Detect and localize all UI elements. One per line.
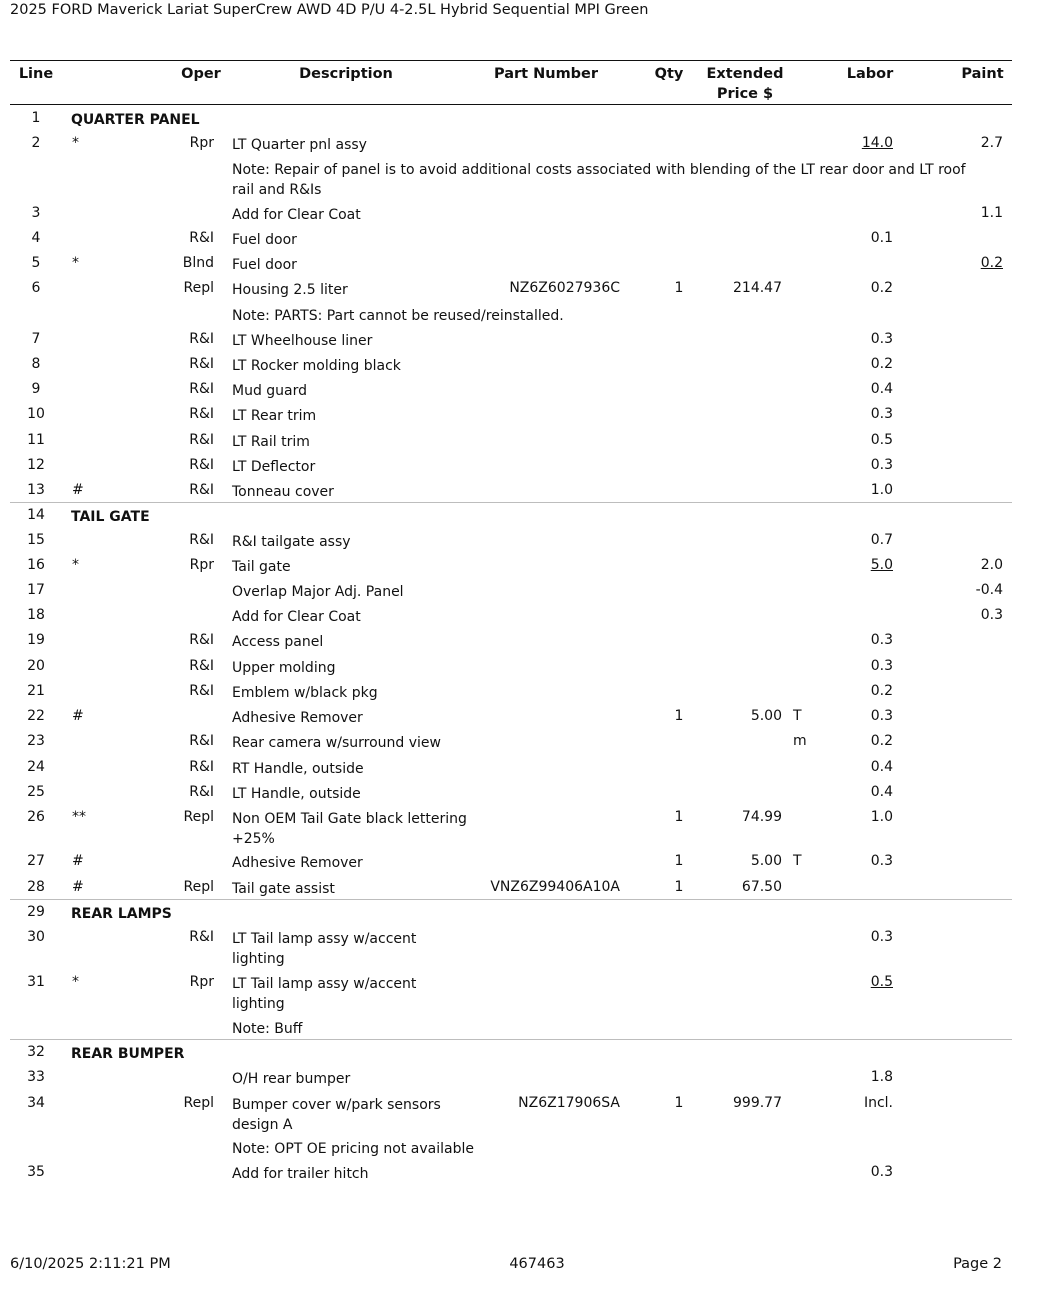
line-oper: Blnd — [182, 255, 214, 271]
line-description: LT Tail lamp assy w/accent lighting — [232, 931, 417, 967]
line-labor: 1.0 — [870, 809, 893, 825]
line-price: 214.47 — [733, 280, 782, 296]
line-qty: 1 — [674, 879, 684, 895]
line-oper: R&I — [189, 432, 214, 448]
line-flag: # — [72, 708, 84, 724]
line-labor: 0.2 — [870, 733, 893, 749]
line-labor: 0.3 — [870, 406, 893, 422]
section-title: QUARTER PANEL — [71, 112, 200, 128]
line-oper: R&I — [189, 733, 214, 749]
line-number: 25 — [27, 784, 45, 800]
line-labor: 0.3 — [870, 331, 893, 347]
line-flag: * — [72, 974, 79, 990]
line-number: 14 — [27, 507, 45, 523]
line-number: 30 — [27, 929, 45, 945]
line-labor: 0.3 — [870, 1164, 893, 1180]
line-labor: 0.3 — [870, 929, 893, 945]
line-labor: 0.3 — [870, 658, 893, 674]
line-description: Rear camera w/surround view — [232, 735, 441, 751]
section-divider — [10, 899, 1012, 900]
line-description: Adhesive Remover — [232, 710, 363, 726]
line-description: Tail gate assist — [232, 881, 335, 897]
header-extended-price — [700, 64, 790, 104]
line-number: 26 — [27, 809, 45, 825]
line-description: Housing 2.5 liter — [232, 282, 348, 298]
line-description: Mud guard — [232, 383, 308, 399]
vehicle-title: 2025 FORD Maverick Lariat SuperCrew AWD 4D P/U 4-2.5L Hybrid Sequential MPI Green — [10, 2, 649, 18]
footer-page-number: Page 2 — [953, 1256, 1002, 1272]
line-number: 15 — [27, 532, 45, 548]
line-oper: R&I — [189, 784, 214, 800]
line-number: 19 — [27, 632, 45, 648]
line-qty: 1 — [674, 809, 684, 825]
line-number: 6 — [31, 280, 41, 296]
line-number: 24 — [27, 759, 45, 775]
line-oper: R&I — [189, 406, 214, 422]
line-number: 27 — [27, 853, 45, 869]
header-part-number: Part Number — [493, 66, 599, 82]
line-number: 10 — [27, 406, 45, 422]
line-part-number: NZ6Z6027936C — [509, 280, 620, 296]
line-oper: R&I — [189, 532, 214, 548]
line-flag: # — [72, 482, 84, 498]
line-description: LT Wheelhouse liner — [232, 333, 373, 349]
line-description: LT Rocker molding black — [232, 358, 401, 374]
line-labor: 0.4 — [870, 759, 893, 775]
line-number: 2 — [31, 135, 41, 151]
line-labor — [830, 557, 893, 573]
section-title: REAR BUMPER — [71, 1046, 185, 1062]
line-price: 67.50 — [741, 879, 782, 895]
header-qty: Qty — [654, 66, 684, 82]
line-description: Adhesive Remover — [232, 855, 363, 871]
line-oper: Repl — [183, 1095, 214, 1111]
line-description: LT Rear trim — [232, 408, 317, 424]
line-tax-code: T — [793, 708, 802, 724]
line-number: 22 — [27, 708, 45, 724]
line-qty: 1 — [674, 708, 684, 724]
labor-value: 0.5 — [870, 974, 893, 990]
line-flag: * — [72, 557, 79, 573]
line-paint: 1.1 — [980, 205, 1003, 221]
line-number: 17 — [27, 582, 45, 598]
line-labor: 0.2 — [870, 683, 893, 699]
line-description: LT Quarter pnl assy — [232, 137, 367, 153]
line-flag: ** — [72, 809, 86, 825]
header-top-rule — [10, 60, 1012, 61]
footer-estimate-id: 467463 — [509, 1256, 565, 1272]
line-labor: 1.8 — [870, 1069, 893, 1085]
line-number: 32 — [27, 1044, 45, 1060]
line-paint: -0.4 — [975, 582, 1003, 598]
line-note: Note: Repair of panel is to avoid additional costs associated with blending of the LT rear door and LT roof rail and R&Is — [232, 162, 966, 198]
line-oper: R&I — [189, 356, 214, 372]
line-description: Upper molding — [232, 660, 336, 676]
line-qty: 1 — [674, 853, 684, 869]
line-flag: * — [72, 135, 79, 151]
line-description: Emblem w/black pkg — [232, 685, 378, 701]
line-description: Tonneau cover — [232, 484, 334, 500]
line-description: Fuel door — [232, 257, 297, 273]
header-paint: Paint — [961, 66, 1004, 82]
line-part-number: VNZ6Z99406A10A — [490, 879, 620, 895]
line-description: Access panel — [232, 634, 324, 650]
line-number: 34 — [27, 1095, 45, 1111]
labor-value: 14.0 — [861, 135, 893, 151]
line-labor: Incl. — [863, 1095, 893, 1111]
header-line: Line — [18, 66, 54, 82]
line-labor: 0.3 — [870, 457, 893, 473]
line-number: 35 — [27, 1164, 45, 1180]
line-labor: 0.3 — [870, 708, 893, 724]
line-labor: 0.2 — [870, 356, 893, 372]
line-labor — [830, 135, 893, 151]
line-number: 11 — [27, 432, 45, 448]
line-description: Fuel door — [232, 232, 297, 248]
header-extended-price-line2: Price $ — [716, 86, 774, 102]
line-description: LT Tail lamp assy w/accent lighting — [232, 976, 417, 1012]
line-paint: 0.3 — [980, 607, 1003, 623]
line-note: Note: OPT OE pricing not available — [232, 1141, 474, 1157]
line-number: 12 — [27, 457, 45, 473]
footer-datetime: 6/10/2025 2:11:21 PM — [10, 1256, 171, 1272]
header-extended-price-line1: Extended — [706, 66, 784, 82]
line-number: 9 — [31, 381, 41, 397]
line-description: LT Rail trim — [232, 434, 310, 450]
line-description: Add for Clear Coat — [232, 207, 361, 223]
line-description: Bumper cover w/park sensors design A — [232, 1097, 441, 1133]
line-number: 8 — [31, 356, 41, 372]
line-labor: 0.3 — [870, 632, 893, 648]
line-oper: R&I — [189, 230, 214, 246]
line-price: 5.00 — [750, 853, 782, 869]
line-description: O/H rear bumper — [232, 1071, 351, 1087]
line-qty: 1 — [674, 280, 684, 296]
line-labor — [830, 974, 893, 990]
line-flag: # — [72, 879, 84, 895]
line-oper: Rpr — [189, 557, 214, 573]
line-price: 74.99 — [741, 809, 782, 825]
line-number: 4 — [31, 230, 41, 246]
line-description: LT Handle, outside — [232, 786, 361, 802]
line-qty: 1 — [674, 1095, 684, 1111]
line-labor: 0.5 — [870, 432, 893, 448]
line-labor: 1.0 — [870, 482, 893, 498]
section-title: REAR LAMPS — [71, 906, 172, 922]
header-description: Description — [299, 66, 393, 82]
line-number: 23 — [27, 733, 45, 749]
line-price: 999.77 — [733, 1095, 782, 1111]
line-tax-code: m — [793, 733, 807, 749]
line-labor: 0.1 — [870, 230, 893, 246]
header-oper: Oper — [181, 66, 221, 82]
line-number: 20 — [27, 658, 45, 674]
line-oper: R&I — [189, 381, 214, 397]
line-number: 16 — [27, 557, 45, 573]
line-number: 18 — [27, 607, 45, 623]
section-divider — [10, 1039, 1012, 1040]
line-oper: R&I — [189, 482, 214, 498]
line-oper: R&I — [189, 759, 214, 775]
line-labor: 0.7 — [870, 532, 893, 548]
line-description: R&I tailgate assy — [232, 534, 351, 550]
line-note: Note: PARTS: Part cannot be reused/reinstalled. — [232, 308, 564, 324]
line-number: 3 — [31, 205, 41, 221]
line-number: 7 — [31, 331, 41, 347]
line-number: 5 — [31, 255, 41, 271]
line-oper: R&I — [189, 632, 214, 648]
line-note: Note: Buff — [232, 1021, 303, 1037]
line-flag: # — [72, 853, 84, 869]
line-oper: Repl — [183, 809, 214, 825]
line-flag: * — [72, 255, 79, 271]
line-description: LT Deflector — [232, 459, 316, 475]
line-number: 21 — [27, 683, 45, 699]
line-paint: 2.0 — [980, 557, 1003, 573]
line-number: 13 — [27, 482, 45, 498]
line-description: Overlap Major Adj. Panel — [232, 584, 404, 600]
line-description: Non OEM Tail Gate black lettering +25% — [232, 811, 467, 847]
header-labor: Labor — [846, 66, 894, 82]
section-title: TAIL GATE — [71, 509, 150, 525]
line-description: Tail gate — [232, 559, 291, 575]
line-oper: Repl — [183, 879, 214, 895]
line-oper: Rpr — [189, 135, 214, 151]
line-description: RT Handle, outside — [232, 761, 364, 777]
line-oper: R&I — [189, 683, 214, 699]
labor-value: 5.0 — [870, 557, 893, 573]
line-number: 1 — [31, 110, 41, 126]
line-paint: 2.7 — [980, 135, 1003, 151]
line-number: 33 — [27, 1069, 45, 1085]
line-labor: 0.2 — [870, 280, 893, 296]
line-tax-code: T — [793, 853, 802, 869]
line-number: 28 — [27, 879, 45, 895]
line-description: Add for trailer hitch — [232, 1166, 369, 1182]
line-paint — [940, 255, 1003, 271]
paint-value: 0.2 — [980, 255, 1003, 271]
line-description: Add for Clear Coat — [232, 609, 361, 625]
line-price: 5.00 — [750, 708, 782, 724]
line-part-number: NZ6Z17906SA — [518, 1095, 620, 1111]
line-number: 29 — [27, 904, 45, 920]
header-bottom-rule — [10, 104, 1012, 105]
line-labor: 0.3 — [870, 853, 893, 869]
line-oper: Repl — [183, 280, 214, 296]
line-oper: R&I — [189, 658, 214, 674]
line-labor: 0.4 — [870, 784, 893, 800]
section-divider — [10, 502, 1012, 503]
line-oper: R&I — [189, 929, 214, 945]
line-oper: R&I — [189, 331, 214, 347]
line-labor: 0.4 — [870, 381, 893, 397]
line-number: 31 — [27, 974, 45, 990]
line-oper: Rpr — [189, 974, 214, 990]
line-oper: R&I — [189, 457, 214, 473]
